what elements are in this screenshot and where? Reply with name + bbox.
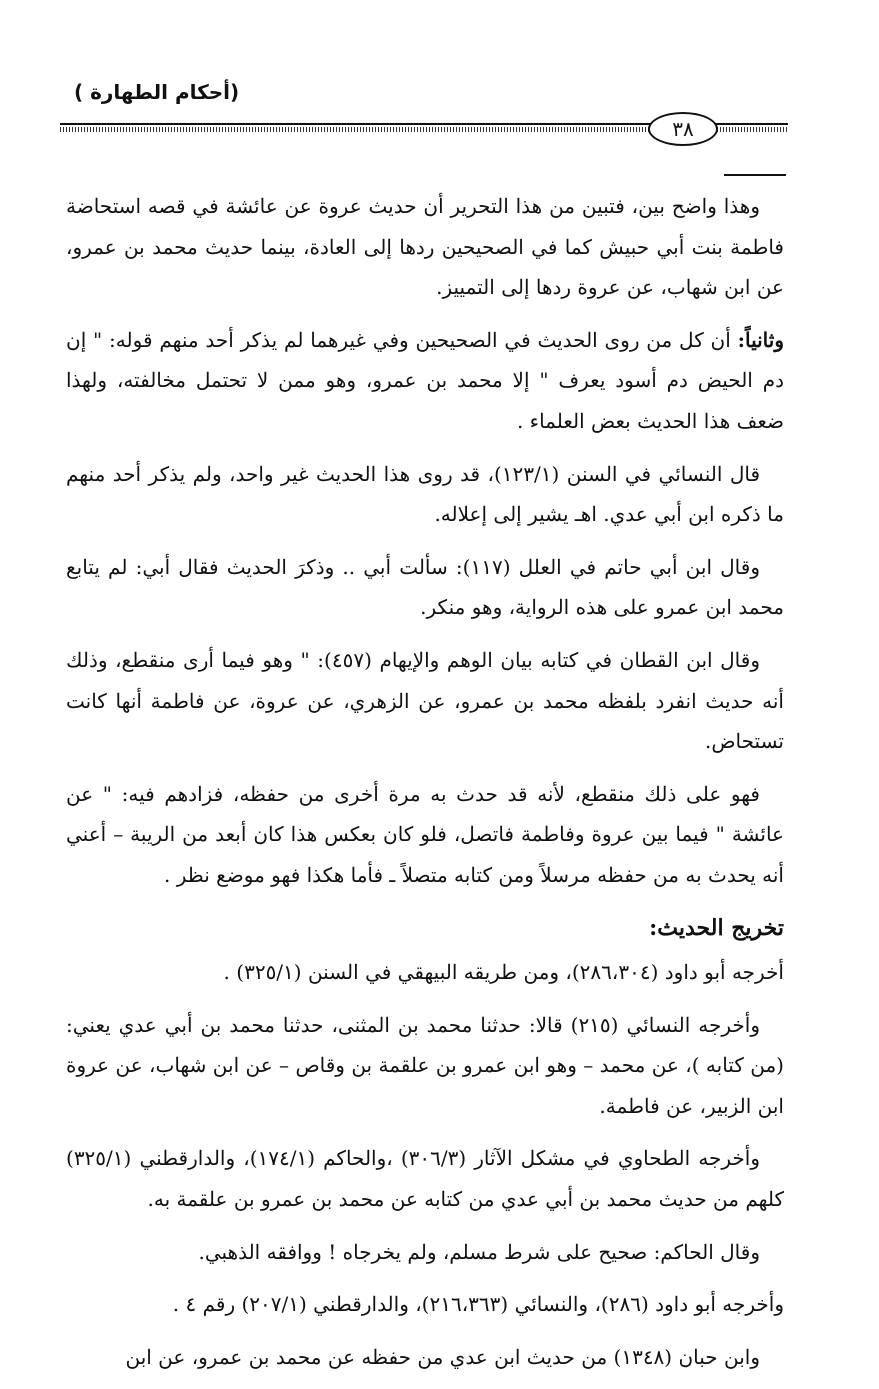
running-header-title: (أحكام الطهارة ) [74, 80, 240, 104]
paragraph-1: وهذا واضح بين، فتبين من هذا التحرير أن حديث عروة عن عائشة في قصه استحاضة فاطمة بنت أبي حبيش كما في الصحيحين ردها إلى العادة، بينما حديث محمد بن عمرو، عن ابن شهاب، عن عروة ردها إلى التمييز. [66, 194, 784, 300]
takhrij-4: وقال الحاكم: صحيح على شرط مسلم، ولم يخرجاه ! ووافقه الذهبي. [198, 1239, 760, 1264]
second-point-lead: وثانياً: [737, 327, 784, 352]
paragraph-2-text: أن كل من روى الحديث في الصحيحين وفي غيرهما لم يذكر أحد منهم قوله: " إن دم الحيض دم أسود يعرف " إلا محمد بن عمرو، وهو ممن لا تحتمل مخالفته، ولهذا ضعف هذا الحديث بعض العلماء . [66, 327, 784, 433]
footnote-separator [724, 174, 786, 176]
page-number-oval [648, 112, 718, 146]
section-heading: تخريج الحديث: [649, 914, 784, 941]
paragraph-3: قال النسائي في السنن (١٢٣/١)، قد روى هذا الحديث غير واحد، ولم يذكر أحد منهم ما ذكره ابن أبي عدي. اهـ يشير إلى إعلاله. [66, 461, 784, 527]
takhrij-5: وأخرجه أبو داود (٢٨٦)، والنسائي (٢١٦،٣٦٣)، والدارقطني (٢٠٧/١) رقم ٤ . [172, 1292, 784, 1317]
takhrij-1: أخرجه أبو داود (٢٨٦،٣٠٤)، ومن طريقه البيهقي في السنن (٣٢٥/١) . [223, 960, 784, 985]
takhrij-3: وأخرجه الطحاوي في مشكل الآثار (٣٠٦/٣) ،والحاكم (١٧٤/١)، والدارقطني (٣٢٥/١) كلهم من حديث محمد بن أبي عدي من كتابه عن محمد بن عمرو بن علقمة به. [66, 1146, 784, 1212]
body-text [66, 186, 784, 1389]
paragraph-5: وقال ابن القطان في كتابه بيان الوهم والإيهام (٤٥٧): " وهو فيما أرى منقطع، وذلك أنه حديث انفرد بلفظه محمد بن عمرو، عن الزهري، عن عروة، عن فاطمة أنها كانت تستحاض. [66, 647, 784, 754]
paragraph-2 [66, 320, 784, 442]
takhrij-6: وابن حبان (١٣٤٨) من حديث ابن عدي من حفظه عن محمد بن عمرو، عن ابن [125, 1344, 760, 1369]
paragraph-4: وقال ابن أبي حاتم في العلل (١١٧): سألت أبي .. وذكرَ الحديث فقال أبي: لم يتابع محمد ابن عمرو على هذه الرواية، وهو منكر. [66, 554, 784, 620]
page-number: ٣٨ [672, 117, 694, 141]
takhrij-2: وأخرجه النسائي (٢١٥) قالا: حدثنا محمد بن المثنى، حدثنا محمد بن أبي عدي يعني: (من كتابه )، عن محمد – وهو ابن عمرو بن علقمة بن وقاص – عن ابن شهاب، عن عروة ابن الزبير، عن فاطمة. [66, 1012, 784, 1118]
paragraph-6: فهو على ذلك منقطع، لأنه قد حدث به مرة أخرى من حفظه، فزادهم فيه: " عن عائشة " فيما بين عروة وفاطمة فاتصل، فلو كان بعكس هذا كان أبعد من الريبة – أعني أنه يحدث به من حفظه مرسلاً ومن كتابه متصلاً ـ فأما هكذا فهو موضع نظر . [66, 781, 784, 887]
